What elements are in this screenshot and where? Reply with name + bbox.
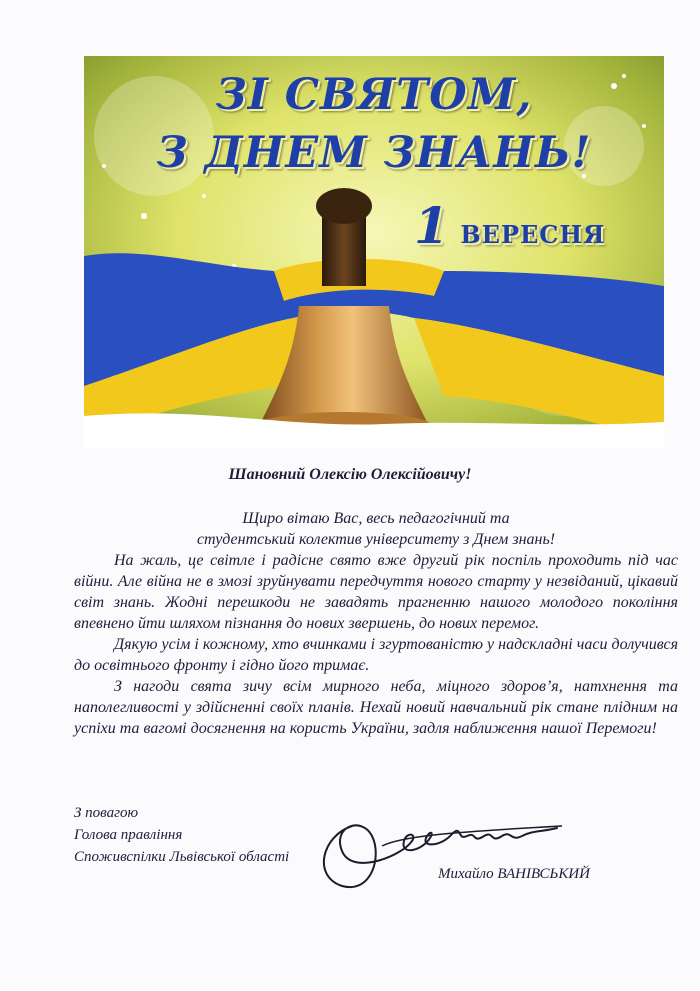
letter-paragraph: Дякую усім і кожному, хто вчинками і згуртованістю у надскладні часи долучився до освітнього фронту і гідно його тримає. <box>74 636 678 674</box>
salutation: Шановний Олексію Олексійовичу! <box>228 466 472 483</box>
banner-title-line1: ЗІ СВЯТОМ, <box>215 70 533 120</box>
banner-title-line2: З ДНЕМ ЗНАНЬ! <box>156 128 592 178</box>
closing-regards: З повагою <box>74 805 139 821</box>
letter-intro-line1: Щиро вітаю Вас, весь педагогічний та <box>242 510 510 527</box>
greeting-banner <box>84 56 664 448</box>
letter-paragraph: З нагоди свята зичу всім мирного неба, міцного здоров’я, натхнення та наполегливості у здійсненні своїх планів. Нехай новий навчальний рік стане плідним на успіхи та вагомі досягнення на користь України, задля наближення нашої Перемоги! <box>74 678 678 737</box>
letter-intro-line2: студентський колектив університету з Днем знань! <box>196 531 556 548</box>
closing-position-line1: Голова правління <box>74 827 183 843</box>
letter-paragraph: На жаль, це світле і радісне свято вже другий рік поспіль проходить під час війни. Але війна не в змозі зруйнувати передчуття нового старту у незвіданий, цікавий світ знань. Жодні перешкоди не завадять прагненню нашого молодого покоління впевнено йти шляхом пізнання до нових звершень, до нових перемог. <box>74 552 678 632</box>
letter-body <box>74 508 678 739</box>
signer-name: Михайло ВАНІВСЬКИЙ <box>438 866 590 882</box>
closing-block <box>74 802 289 868</box>
banner-date <box>414 196 605 255</box>
date-month: ВЕРЕСНЯ <box>460 220 606 249</box>
closing-position-line2: Споживспілки Львівської області <box>74 849 290 865</box>
date-day: 1 <box>414 196 449 255</box>
